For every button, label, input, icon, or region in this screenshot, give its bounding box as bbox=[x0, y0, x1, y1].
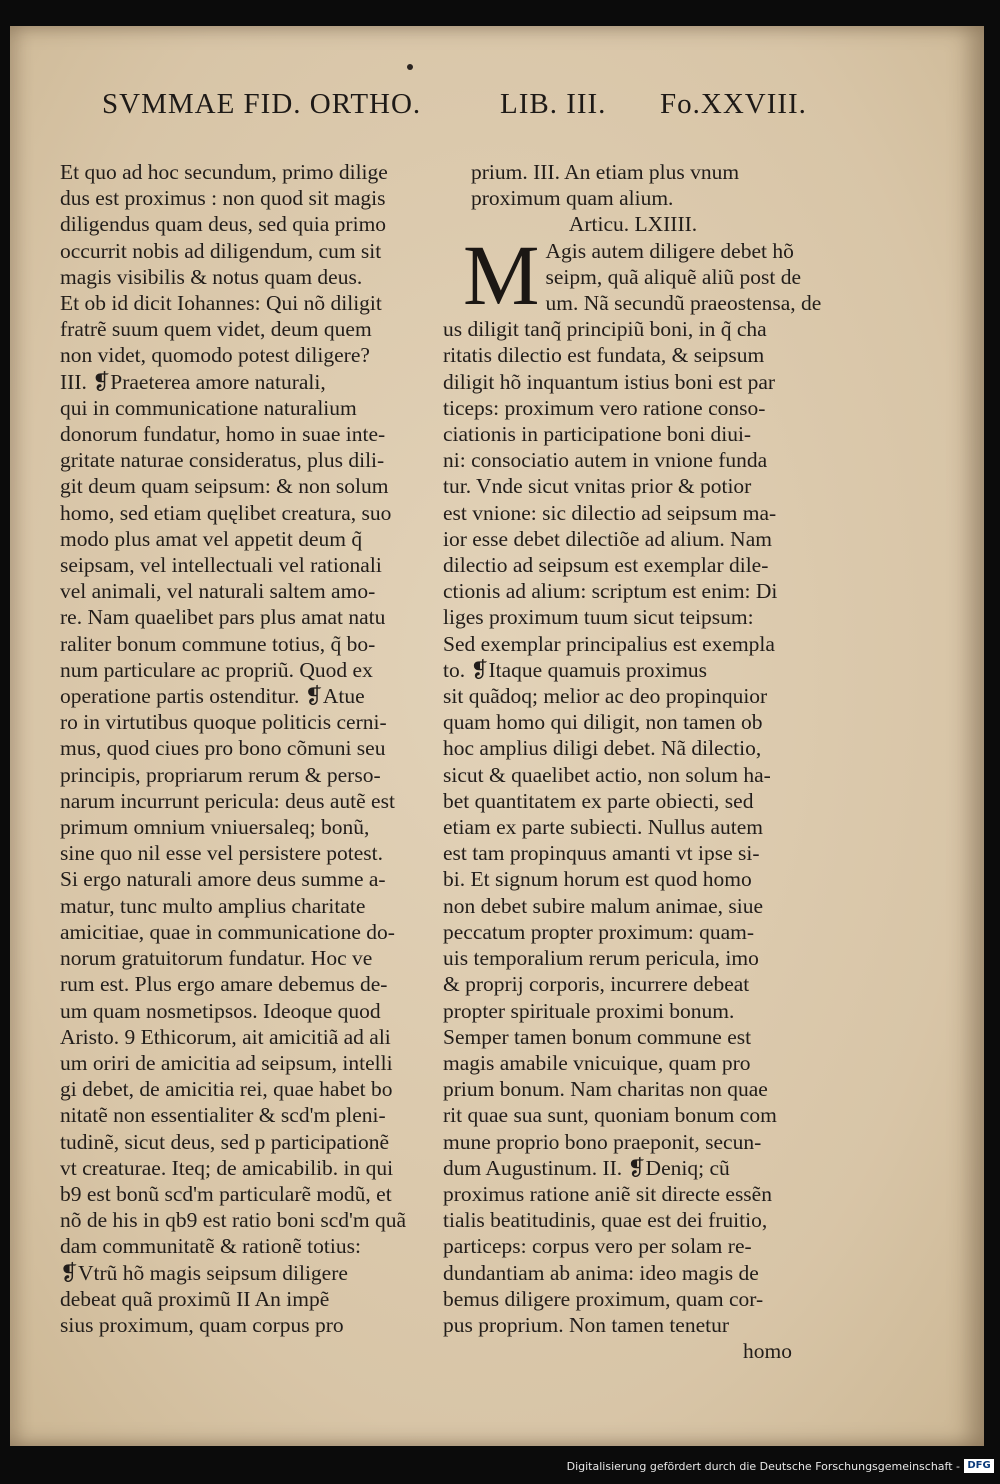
text-line: Agis autem diligere debet hõ bbox=[545, 238, 794, 263]
text-line: gritate naturae consideratus, plus dili- bbox=[60, 448, 385, 473]
text-line: quam homo qui diligit, non tamen ob bbox=[443, 710, 763, 735]
text-line: nõ de his in qb9 est ratio boni scd'm quã bbox=[60, 1208, 407, 1233]
text-line: debeat quã proximũ II An impẽ bbox=[60, 1286, 330, 1311]
text-line: raliter bonum commune totius, q̃ bo- bbox=[60, 631, 376, 656]
text-line: dundantiam ab anima: ideo magis de bbox=[443, 1260, 759, 1285]
catchword: homo bbox=[743, 1339, 792, 1364]
text-line: narum incurrunt pericula: deus autẽ est bbox=[60, 788, 395, 813]
text-line: tur. Vnde sicut vnitas prior & potior bbox=[443, 474, 752, 499]
running-head-title: SVMMAE FID. ORTHO. bbox=[102, 88, 422, 120]
text-line: um oriri de amicitia ad seipsum, intelli bbox=[60, 1050, 393, 1075]
text-line: rum est. Plus ergo amare debemus de- bbox=[60, 972, 388, 997]
text-line: liges proximum tuum sicut teipsum: bbox=[443, 605, 754, 630]
text-line: nitatẽ non essentialiter & scd'm pleni- bbox=[60, 1103, 386, 1128]
text-line: matur, tunc multo amplius charitate bbox=[60, 893, 366, 918]
text-line: dilectio ad seipsum est exemplar dile- bbox=[443, 553, 769, 578]
running-head-book: LIB. III. bbox=[500, 88, 607, 120]
text-line: us diligit tanq̃ principiũ boni, in q̃ cha bbox=[443, 317, 767, 342]
text-line: occurrit nobis ad diligendum, cum sit bbox=[60, 238, 382, 263]
text-line: sicut & quaelibet actio, non solum ha- bbox=[443, 762, 771, 787]
right-column-body bbox=[443, 316, 823, 1338]
text-line: sine quo nil esse vel persistere potest. bbox=[60, 841, 384, 866]
text-line: vt creaturae. Iteq; de amicabilib. in qui bbox=[60, 1155, 394, 1180]
text-line: Aristo. 9 Ethicorum, ait amicitiã ad ali bbox=[60, 1024, 391, 1049]
running-head bbox=[102, 88, 812, 128]
text-line: prium bonum. Nam charitas non quae bbox=[443, 1077, 768, 1102]
text-line: operatione partis ostenditur. ❡Atue bbox=[60, 684, 365, 709]
text-line: Et ob id dicit Iohannes: Qui nõ diligit bbox=[60, 291, 382, 316]
ink-dot bbox=[407, 64, 413, 70]
text-line: proximum quam alium. bbox=[471, 186, 674, 211]
text-line: git deum quam seipsum: & non solum bbox=[60, 474, 389, 499]
text-line: um. Nã secundũ praeostensa, de bbox=[545, 291, 822, 316]
right-column-opening bbox=[443, 159, 823, 211]
text-line: magis amabile vnicuique, quam pro bbox=[443, 1050, 751, 1075]
text-line: amicitiae, quae in communicatione do- bbox=[60, 919, 395, 944]
text-line: bemus diligere proximum, quam cor- bbox=[443, 1286, 764, 1311]
text-line: III. ❡Praeterea amore naturali, bbox=[60, 369, 326, 394]
text-line: ❡Vtrũ hõ magis seipsum diligere bbox=[60, 1260, 348, 1285]
text-line: non debet subire malum animae, siue bbox=[443, 893, 764, 918]
text-line: ciationis in participatione boni diui- bbox=[443, 422, 752, 447]
text-line: proximus ratione aniẽ sit directe essẽn bbox=[443, 1181, 772, 1206]
left-text-column bbox=[60, 159, 432, 1338]
text-line: gi debet, de amicitia rei, quae habet bo bbox=[60, 1077, 393, 1102]
article-heading: Articu. LXIIII. bbox=[568, 212, 698, 237]
text-line: est tam propinquus amanti vt ipse si- bbox=[443, 841, 760, 866]
text-line: particeps: corpus vero per solam re- bbox=[443, 1234, 752, 1259]
text-line: bet quantitatem ex parte obiecti, sed bbox=[443, 788, 754, 813]
text-line: primum omnium vniuersaleq; bonũ, bbox=[60, 815, 370, 840]
text-line: est vnione: sic dilectio ad seipsum ma- bbox=[443, 500, 777, 525]
text-line: Si ergo naturali amore deus summe a- bbox=[60, 867, 386, 892]
text-line: fratrẽ suum quem videt, deum quem bbox=[60, 317, 372, 342]
text-line: modo plus amat vel appetit deum q̃ bbox=[60, 526, 363, 551]
text-line: re. Nam quaelibet pars plus amat natu bbox=[60, 605, 386, 630]
text-line: dam communitatẽ & rationẽ totius: bbox=[60, 1234, 361, 1259]
text-line: ticeps: proximum vero ratione conso- bbox=[443, 395, 766, 420]
text-line: to. ❡Itaque quamuis proximus bbox=[443, 657, 708, 682]
text-line: vel animali, vel naturali saltem amo- bbox=[60, 579, 376, 604]
text-line: dus est proximus : non quod sit magis bbox=[60, 186, 386, 211]
text-line: mune proprio bono praeponit, secun- bbox=[443, 1129, 762, 1154]
text-line: prium. III. An etiam plus vnum bbox=[471, 160, 740, 184]
footer-credit: Digitalisierung gefördert durch die Deutsche Forschungsgemeinschaft - bbox=[566, 1460, 960, 1473]
text-line: uis temporalium rerum pericula, imo bbox=[443, 946, 759, 971]
dropcap-paragraph bbox=[443, 226, 823, 323]
right-text-column bbox=[443, 159, 823, 1364]
text-line: diligit hõ inquantum istius boni est par bbox=[443, 369, 776, 394]
running-head-folio: Fo.XXVIII. bbox=[660, 88, 807, 120]
text-line: mus, quod ciues pro bono cõmuni seu bbox=[60, 736, 386, 761]
text-line: ior esse debet dilectiõe ad alium. Nam bbox=[443, 526, 772, 551]
text-line: ritatis dilectio est fundata, & seipsum bbox=[443, 343, 765, 368]
text-line: seipsam, vel intellectuali vel rationali bbox=[60, 553, 382, 578]
text-line: propter spirituale proximi bonum. bbox=[443, 998, 735, 1023]
text-line: dum Augustinum. II. ❡Deniq; cũ bbox=[443, 1155, 730, 1180]
text-line: Et quo ad hoc secundum, primo dilige bbox=[60, 160, 388, 184]
text-line: ni: consociatio autem in vnione funda bbox=[443, 448, 768, 473]
text-line: peccatum propter proximum: quam- bbox=[443, 919, 755, 944]
text-line: norum gratuitorum fundatur. Hoc ve bbox=[60, 946, 373, 971]
text-line: num particulare ac propriũ. Quod ex bbox=[60, 657, 373, 682]
text-line: diligendus quam deus, sed quia primo bbox=[60, 212, 387, 237]
text-line: pus proprium. Non tamen tenetur bbox=[443, 1312, 730, 1337]
dfg-logo: DFG bbox=[964, 1459, 994, 1473]
digitization-footer bbox=[0, 1450, 1000, 1484]
text-line: hoc amplius diligi debet. Nã dilectio, bbox=[443, 736, 762, 761]
text-line: um quam nosmetipsos. Ideoque quod bbox=[60, 998, 381, 1023]
text-line: Semper tamen bonum commune est bbox=[443, 1024, 752, 1049]
text-line: non videt, quomodo potest diligere? bbox=[60, 343, 370, 368]
text-line: ctionis ad alium: scriptum est enim: Di bbox=[443, 579, 778, 604]
book-page bbox=[10, 26, 984, 1446]
text-line: donorum fundatur, homo in suae inte- bbox=[60, 422, 386, 447]
text-line: tialis beatitudinis, quae est dei fruitio, bbox=[443, 1208, 768, 1233]
text-line: Sed exemplar principalius est exempla bbox=[443, 631, 775, 656]
text-line: tudinẽ, sicut deus, sed p participationẽ bbox=[60, 1129, 389, 1154]
drop-cap-initial: M bbox=[463, 226, 540, 323]
text-line: bi. Et signum horum est quod homo bbox=[443, 867, 752, 892]
text-line: & proprij corporis, incurrere debeat bbox=[443, 972, 750, 997]
text-line: sit quãdoq; melior ac deo propinquior bbox=[443, 684, 768, 709]
text-line: b9 est bonũ scd'm particularẽ modũ, et bbox=[60, 1181, 392, 1206]
text-line: principis, propriarum rerum & perso- bbox=[60, 762, 381, 787]
text-line: qui in communicatione naturalium bbox=[60, 395, 357, 420]
text-line: homo, sed etiam quęlibet creatura, suo bbox=[60, 500, 392, 525]
text-line: etiam ex parte subiecti. Nullus autem bbox=[443, 815, 764, 840]
text-line: magis visibilis & notus quam deus. bbox=[60, 264, 363, 289]
text-line: seipm, quã aliquẽ aliũ post de bbox=[545, 264, 802, 289]
text-line: sius proximum, quam corpus pro bbox=[60, 1312, 344, 1337]
text-line: ro in virtutibus quoque politicis cerni- bbox=[60, 710, 387, 735]
text-line: rit quae sua sunt, quoniam bonum com bbox=[443, 1103, 777, 1128]
